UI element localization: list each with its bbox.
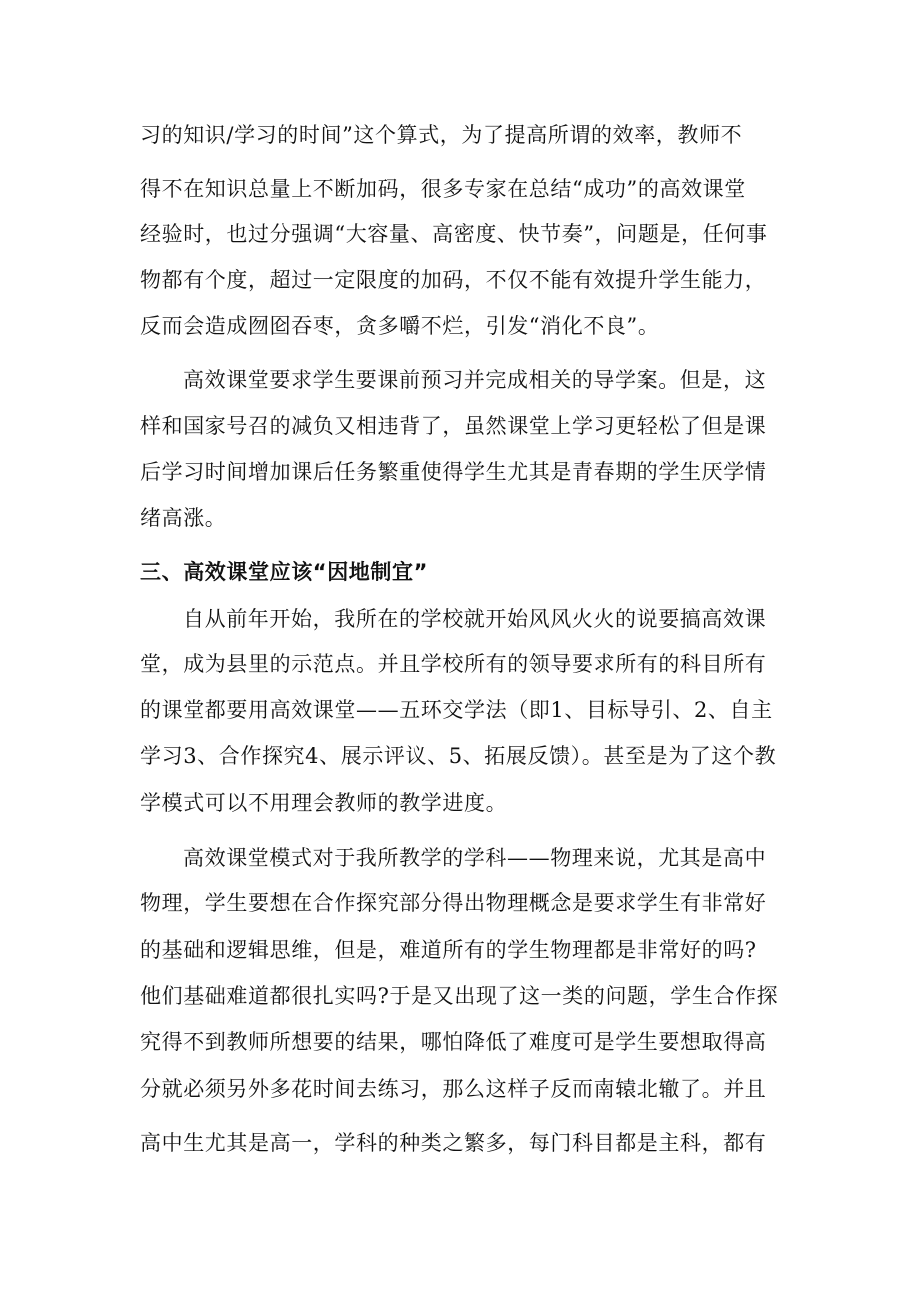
paragraph-1-line-5: 反而会造成囫囵吞枣，贪多嚼不烂，引发“消化不良”。	[140, 314, 660, 338]
paragraph-4-line-5: 究得不到教师所想要的结果，哪怕降低了难度可是学生要想取得高	[140, 1030, 767, 1054]
paragraph-2-line-2: 样和国家号召的减负又相违背了，虽然课堂上学习更轻松了但是课	[140, 414, 767, 438]
paragraph-3-line-2: 堂，成为县里的示范点。并且学校所有的领导要求所有的科目所有	[140, 652, 767, 676]
section-heading: 三、高效课堂应该“因地制宜”	[140, 560, 429, 584]
paragraph-4-line-1: 高效课堂模式对于我所教学的学科——物理来说，尤其是高中	[183, 846, 767, 870]
paragraph-4-line-7: 高中生尤其是高一，学科的种类之繁多，每门科目都是主科，都有	[140, 1131, 767, 1155]
paragraph-4-line-2: 物理，学生要想在合作探究部分得出物理概念是要求学生有非常好	[140, 891, 767, 915]
paragraph-2-line-1: 高效课堂要求学生要课前预习并完成相关的导学案。但是，这	[183, 368, 767, 392]
paragraph-3-line-4: 学习3、合作探究4、展示评议、5、拓展反馈）。甚至是为了这个教	[140, 744, 777, 768]
paragraph-3-line-5: 学模式可以不用理会教师的教学进度。	[140, 791, 508, 815]
paragraph-4-line-6: 分就必须另外多花时间去练习，那么这样子反而南辕北辙了。并且	[140, 1077, 767, 1101]
paragraph-2-line-3: 后学习时间增加课后任务繁重使得学生尤其是青春期的学生厌学情	[140, 460, 767, 484]
paragraph-4-line-3: 的基础和逻辑思维，但是，难道所有的学生物理都是非常好的吗?	[140, 938, 757, 962]
paragraph-4-line-4: 他们基础难道都很扎实吗?于是又出现了这一类的问题，学生合作探	[140, 984, 779, 1008]
paragraph-3-line-1: 自从前年开始，我所在的学校就开始风风火火的说要搞高效课	[183, 607, 767, 631]
paragraph-2-line-4: 绪高涨。	[140, 506, 227, 530]
paragraph-1-line-2: 得不在知识总量上不断加码，很多专家在总结“成功”的高效课堂	[140, 177, 746, 201]
paragraph-1-line-4: 物都有个度，超过一定限度的加码，不仅不能有效提升学生能力，	[140, 268, 767, 292]
paragraph-1-line-3: 经验时，也过分强调“大容量、高密度、快节奏”，问题是，任何事	[140, 222, 768, 246]
paragraph-3-line-3: 的课堂都要用高效课堂——五环交学法（即1、目标导引、2、自主	[140, 698, 773, 722]
paragraph-1-line-1: 习的知识/学习的时间”这个算式，为了提高所谓的效率，教师不	[140, 123, 743, 147]
